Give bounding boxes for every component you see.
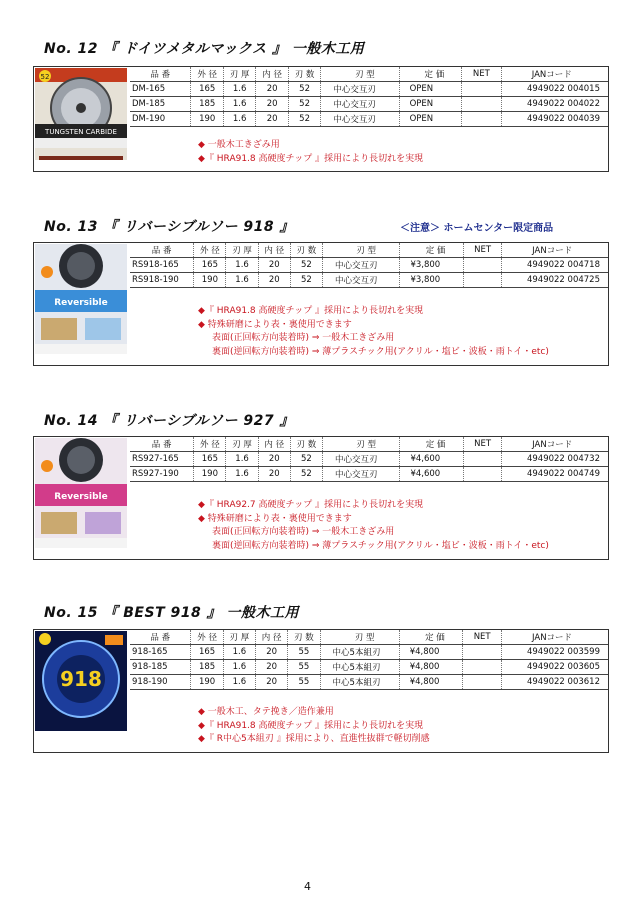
cell-bore: 20 [256,660,288,675]
cell-diameter: 165 [194,452,226,467]
table-row [130,452,608,467]
feature-notes [198,139,423,166]
header-thickness: 刃 厚 [226,243,258,258]
cell-jan: 4949022 004022 [501,97,608,112]
section-title: No. 14 『 リバーシブルソー 927 』 [44,413,294,429]
cell-diameter: 165 [191,82,223,97]
header-bore: 内 径 [256,630,288,645]
cell-teeth: 55 [288,645,320,660]
header-thickness: 刃 厚 [223,67,255,82]
cell-bore: 20 [258,273,290,288]
table-row [130,112,608,127]
header-bore: 内 径 [258,243,290,258]
cell-jan: 4949022 004725 [502,273,608,288]
cell-code: DM-190 [130,112,191,127]
cell-price: ¥3,800 [400,273,463,288]
cell-thickness: 1.6 [226,273,258,288]
header-net: NET [463,630,502,645]
table-row [130,645,608,660]
feature-notes [198,706,430,747]
table-row [130,467,608,482]
header-teeth: 刃 数 [290,243,322,258]
cell-teeth: 55 [288,660,320,675]
cell-code: 918-185 [130,660,191,675]
cell-code: RS918-190 [130,273,194,288]
note-line: ◆ 一般木工、タテ挽き／造作兼用 [198,707,334,717]
table-row [130,675,608,690]
svg-text:TUNGSTEN CARBIDE: TUNGSTEN CARBIDE [45,128,117,136]
cell-teeth: 52 [290,452,322,467]
page-number: 4 [304,880,311,893]
cell-bore: 20 [256,675,288,690]
header-type: 刃 型 [321,67,399,82]
product-image [35,438,127,548]
header-thickness: 刃 厚 [226,437,258,452]
header-code: 品 番 [130,437,194,452]
header-thickness: 刃 厚 [223,630,255,645]
cell-type: 中心交互刃 [322,452,399,467]
cell-diameter: 165 [191,645,223,660]
header-diameter: 外 径 [191,67,223,82]
cell-teeth: 52 [288,82,320,97]
cell-thickness: 1.6 [223,675,255,690]
cell-price: ¥4,600 [400,452,463,467]
product-box [33,66,609,172]
header-price: 定 価 [399,630,463,645]
cell-net [463,273,502,288]
product-box [33,629,609,753]
cell-thickness: 1.6 [226,452,258,467]
cell-type: 中心交互刃 [322,258,399,273]
cell-type: 中心5本組刃 [320,645,399,660]
header-teeth: 刃 数 [290,437,322,452]
cell-jan: 4949022 004732 [502,452,608,467]
header-jan: JANコード [501,67,608,82]
table-row [130,273,608,288]
header-code: 品 番 [130,630,191,645]
cell-net [463,660,502,675]
table-header-row [130,437,608,452]
product-box [33,242,609,366]
header-jan: JANコード [502,243,608,258]
header-diameter: 外 径 [194,437,226,452]
header-type: 刃 型 [322,243,399,258]
cell-diameter: 190 [191,112,223,127]
cell-diameter: 165 [194,258,226,273]
cell-bore: 20 [258,258,290,273]
cell-price: OPEN [399,112,462,127]
table-row [130,258,608,273]
header-jan: JANコード [502,437,608,452]
header-net: NET [463,437,502,452]
svg-text:Reversible: Reversible [54,492,108,502]
table-row [130,82,608,97]
cell-price: ¥4,800 [399,660,463,675]
product-image [35,631,127,731]
cell-bore: 20 [256,97,288,112]
header-bore: 内 径 [258,437,290,452]
spec-table [130,437,608,482]
cell-type: 中心5本組刃 [320,675,399,690]
note-line: ◆『 HRA92.7 高硬度チップ 』採用により長切れを実現 [198,500,424,510]
package-badge: 918 [60,667,102,691]
note-line: ◆『 HRA91.8 高硬度チップ 』採用により長切れを実現 [198,306,424,316]
cell-net [463,258,502,273]
spec-table [130,630,608,690]
spec-table [130,243,608,288]
section-title: No. 15 『 BEST 918 』 一般木工用 [44,605,299,621]
cell-code: 918-190 [130,675,191,690]
spec-table [130,67,608,127]
note-line: 裏面(逆回転方向装着時) ⇒ 薄プラスチック用(アクリル・塩ビ・波板・雨トイ・etc) [212,540,549,551]
header-teeth: 刃 数 [288,630,320,645]
cell-teeth: 52 [290,467,322,482]
cell-thickness: 1.6 [226,467,258,482]
cell-teeth: 52 [290,258,322,273]
feature-notes [198,499,549,553]
cell-code: DM-165 [130,82,191,97]
header-diameter: 外 径 [194,243,226,258]
table-header-row [130,67,608,82]
product-image [35,68,127,160]
header-bore: 内 径 [256,67,288,82]
cell-price: ¥3,800 [400,258,463,273]
cell-net [463,675,502,690]
header-code: 品 番 [130,243,194,258]
cell-type: 中心交互刃 [321,112,399,127]
cell-code: RS927-190 [130,467,194,482]
product-image [35,244,127,354]
cell-thickness: 1.6 [223,82,255,97]
cell-jan: 4949022 003605 [502,660,608,675]
cell-code: 918-165 [130,645,191,660]
cell-bore: 20 [258,467,290,482]
note-line: ◆ 特殊研磨により表・裏使用できます [198,319,352,330]
table-header-row [130,630,608,645]
section-title: No. 12 『 ドイツメタルマックス 』 一般木工用 [44,41,365,57]
table-row [130,97,608,112]
cell-thickness: 1.6 [223,660,255,675]
note-line: ◆ 特殊研磨により表・裏使用できます [198,513,352,524]
cell-bore: 20 [256,645,288,660]
cell-jan: 4949022 004039 [501,112,608,127]
note-line: ◆『 HRA91.8 高硬度チップ 』採用により長切れを実現 [198,720,424,731]
cell-jan: 4949022 004718 [502,258,608,273]
product-box [33,436,609,560]
table-row [130,660,608,675]
cell-teeth: 52 [288,112,320,127]
cell-diameter: 190 [194,467,226,482]
header-price: 定 価 [400,243,463,258]
cell-type: 中心交互刃 [322,467,399,482]
cell-jan: 4949022 003599 [502,645,608,660]
cell-price: ¥4,600 [400,467,463,482]
cell-type: 中心交互刃 [321,97,399,112]
cell-net [463,645,502,660]
header-type: 刃 型 [322,437,399,452]
feature-notes [198,305,549,359]
cell-bore: 20 [256,82,288,97]
header-price: 定 価 [399,67,462,82]
note-line: ◆『 R中心5本組刃 』採用により、直進性抜群で軽切削感 [198,734,430,744]
cell-net [463,452,502,467]
cell-thickness: 1.6 [223,97,255,112]
header-code: 品 番 [130,67,191,82]
cell-thickness: 1.6 [223,112,255,127]
cell-diameter: 190 [194,273,226,288]
note-line: ◆『 HRA91.8 高硬度チップ 』採用により長切れを実現 [198,153,424,164]
note-line: 表面(正回転方向装着時) ⇒ 一般木工きざみ用 [212,333,395,343]
header-diameter: 外 径 [191,630,223,645]
cell-jan: 4949022 004015 [501,82,608,97]
cell-net [462,112,501,127]
header-type: 刃 型 [320,630,399,645]
cell-code: DM-185 [130,97,191,112]
cell-diameter: 185 [191,97,223,112]
cell-jan: 4949022 004749 [502,467,608,482]
header-net: NET [462,67,501,82]
note-line: 表面(正回転方向装着時) ⇒ 一般木工きざみ用 [212,527,395,537]
table-header-row [130,243,608,258]
cell-type: 中心交互刃 [322,273,399,288]
cell-diameter: 190 [191,675,223,690]
note-line: ◆ 一般木工きざみ用 [198,140,280,150]
cell-teeth: 52 [288,97,320,112]
cell-thickness: 1.6 [226,258,258,273]
cell-teeth: 52 [290,273,322,288]
header-teeth: 刃 数 [288,67,320,82]
cell-jan: 4949022 003612 [502,675,608,690]
cell-net [462,82,501,97]
cell-bore: 20 [258,452,290,467]
cell-net [462,97,501,112]
cell-price: OPEN [399,97,462,112]
cell-code: RS918-165 [130,258,194,273]
cell-price: ¥4,800 [399,675,463,690]
header-jan: JANコード [502,630,608,645]
notice-label: ＜注意＞ ホームセンター限定商品 [400,223,554,234]
cell-net [463,467,502,482]
cell-code: RS927-165 [130,452,194,467]
cell-diameter: 185 [191,660,223,675]
header-net: NET [463,243,502,258]
section-title: No. 13 『 リバーシブルソー 918 』 [44,219,294,235]
svg-text:Reversible: Reversible [54,298,108,308]
cell-price: ¥4,800 [399,645,463,660]
package-badge: 52 [40,73,50,81]
cell-price: OPEN [399,82,462,97]
cell-bore: 20 [256,112,288,127]
cell-teeth: 55 [288,675,320,690]
note-line: 裏面(逆回転方向装着時) ⇒ 薄プラスチック用(アクリル・塩ビ・波板・雨トイ・etc) [212,346,549,357]
cell-type: 中心交互刃 [321,82,399,97]
header-price: 定 価 [400,437,463,452]
cell-thickness: 1.6 [223,645,255,660]
cell-type: 中心5本組刃 [320,660,399,675]
